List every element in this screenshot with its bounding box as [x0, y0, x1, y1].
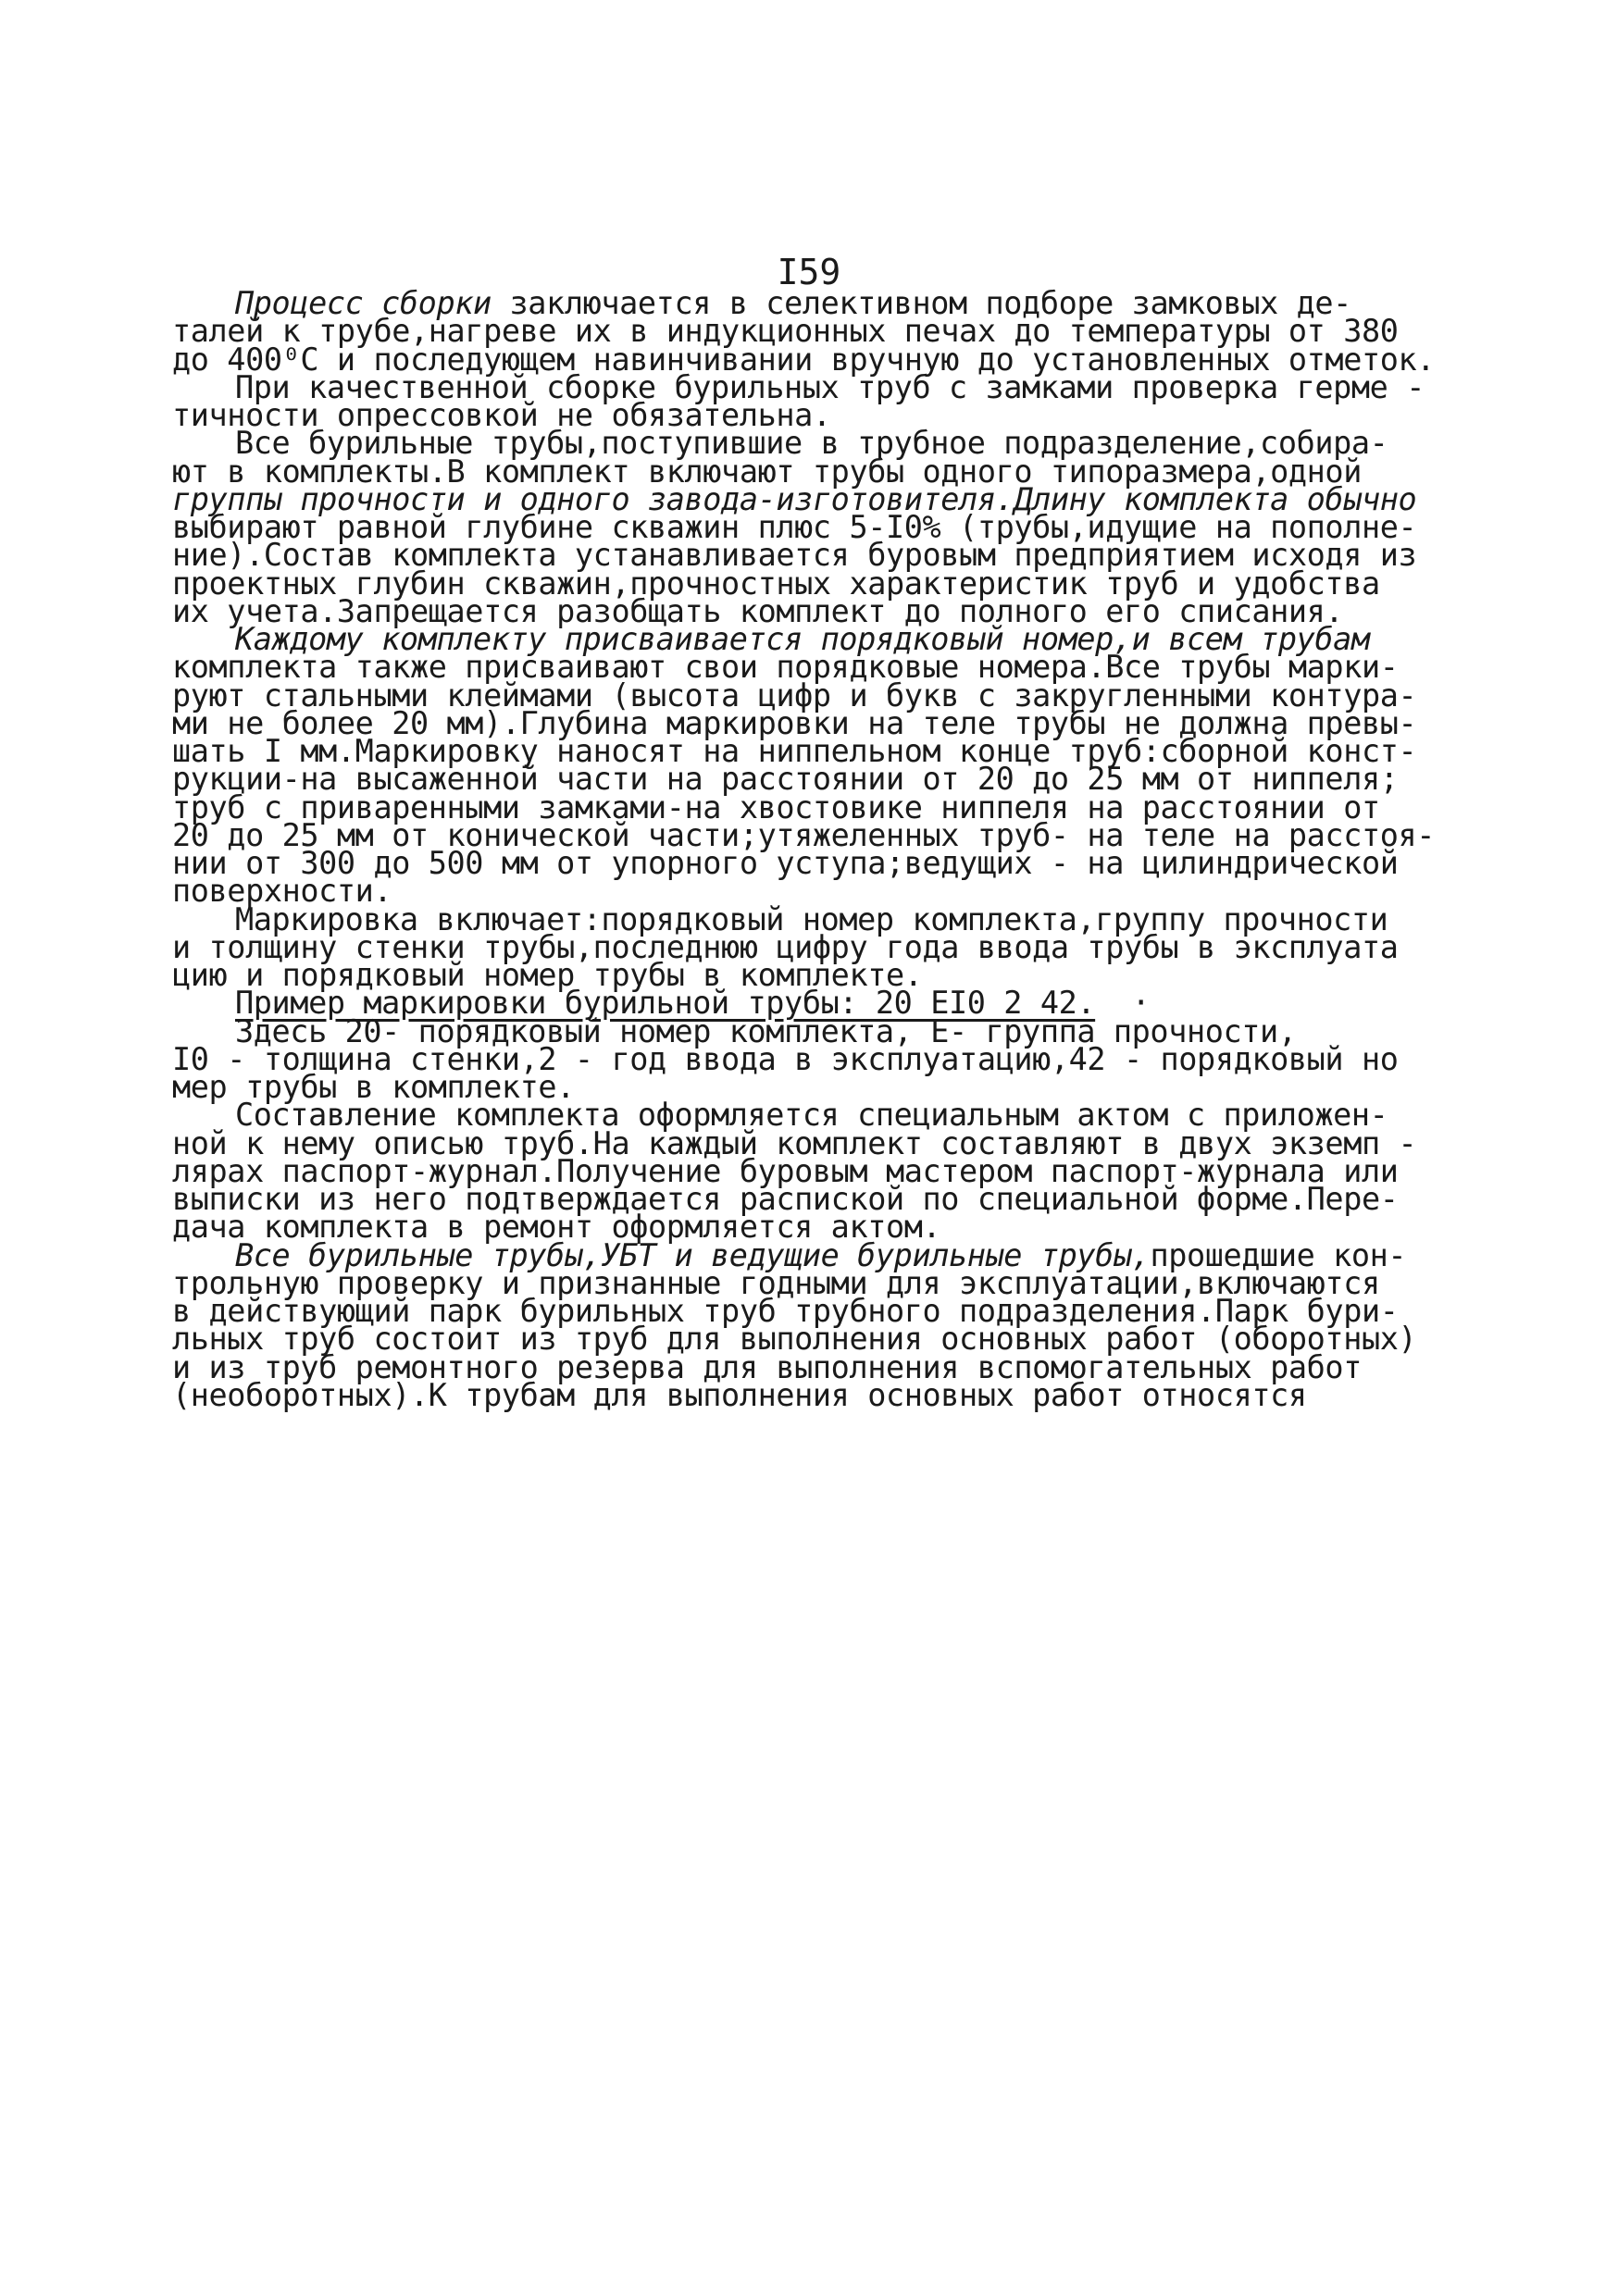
text-segment: ми не более 20 мм).Глубина маркировки на теле трубы не должна превы- — [172, 704, 1417, 741]
text-segment: (необоротных).К трубам для выполнения основных работ относятся — [172, 1376, 1307, 1413]
text-segment: ной к нему описью труб.На каждый комплект составляют в двух экземп - — [172, 1124, 1417, 1161]
text-segment: выписки из него подтверждается распиской по специальной форме.Пере- — [172, 1181, 1399, 1217]
text-segment: Процесс сборки — [235, 285, 492, 321]
text-segment: 20 до 25 мм от конической части;утяжеленных труб- на теле на расстоя- — [172, 816, 1436, 853]
text-segment: цию и порядковый номер трубы в комплекте. — [172, 957, 923, 993]
text-segment: их учета.Запрещается разобщать комплект до полного его списания. — [172, 592, 1344, 629]
text-segment: Все бурильные трубы,УБТ и ведущие бурильные трубы, — [235, 1236, 1151, 1273]
text-segment: прошедшие кон- — [1150, 1236, 1407, 1273]
text-segment: льных труб состоит из труб для выполнения основных работ (оборотных) — [172, 1321, 1417, 1358]
text-segment: и толщину стенки трубы,последнюю цифру года ввода трубы в эксплуата — [172, 928, 1399, 965]
text-segment: комплекта также присваивают свои порядковые номера.Все трубы марки- — [172, 649, 1399, 686]
text-segment: проектных глубин скважин,прочностных характеристик труб и удобства — [172, 565, 1380, 602]
text-segment: трольную проверку и признанные годными для эксплуатации,включаются — [172, 1264, 1380, 1301]
text-segment: ние).Состав комплекта устанавливается буровым предприятием исходя из — [172, 537, 1417, 574]
text-segment: Здесь 20- порядковый номер комплекта, Е- группа прочности, — [235, 1012, 1297, 1049]
text-segment: и из труб ремонтного резерва для выполнения вспомогательных работ — [172, 1348, 1362, 1385]
text-segment: выбирают равной глубине скважин плюс 5-I0% (трубы,идущие на пополне- — [172, 509, 1417, 545]
text-segment: мер трубы в комплекте. — [172, 1069, 575, 1105]
text-segment: ют в комплекты.В комплект включают трубы одного типоразмера,одной — [172, 453, 1362, 490]
text-segment: шать I мм.Маркировку наносят на ниппельном конце труб:сборной конст- — [172, 733, 1417, 769]
text-segment: Составление комплекта оформляется специальным актом с приложен- — [235, 1097, 1388, 1134]
text-segment: заключается в селективном подборе замковых де- — [491, 285, 1351, 321]
text-segment: талей к трубе,нагреве их в индукционных печах до температуры от 380 — [172, 313, 1399, 350]
text-segment: Все бурильные трубы,поступившие в трубное подразделение,собира- — [235, 425, 1388, 462]
page-number: I59 — [777, 252, 841, 292]
text-segment: группы прочности и одного завода-изготовителя.Длину комплекта обычно — [172, 480, 1417, 517]
text-segment: · — [1095, 985, 1151, 1022]
text-segment: Каждому комплекту присваивается порядковый номер,и всем трубам — [235, 621, 1370, 657]
text-segment: При качественной сборке бурильных труб с замками проверка герме - — [235, 368, 1425, 405]
text-segment: нии от 300 до 500 мм от упорного уступа;ведущих - на цилиндрической — [172, 845, 1399, 881]
text-segment: тичности опрессовкой не обязательна. — [172, 397, 831, 433]
text-segment: труб с приваренными замками-на хвостовике ниппеля на расстоянии от — [172, 788, 1380, 825]
text-segment: в действующий парк бурильных труб трубного подразделения.Парк бури- — [172, 1293, 1399, 1329]
text-line — [172, 1377, 1307, 1414]
text-segment: I0 - толщина стенки,2 - год ввода в эксплуатацию,42 - порядковый но — [172, 1040, 1399, 1077]
text-segment: поверхности. — [172, 873, 392, 910]
text-segment: рукции-на высаженной части на расстоянии от 20 до 25 мм от ниппеля; — [172, 761, 1399, 798]
text-segment: Маркировка включает:порядковый номер комплекта,группу прочности — [235, 900, 1388, 937]
text-segment: руют стальными клеймами (высота цифр и букв с закругленными контура- — [172, 676, 1417, 714]
text-segment: дача комплекта в ремонт оформляется актом. — [172, 1209, 941, 1246]
text-segment: Пример маркировки бурильной трубы: 20 ЕI0 2 42. — [235, 985, 1096, 1022]
text-segment: лярах паспорт-журнал.Получение буровым мастером паспорт-журнала или — [172, 1152, 1399, 1189]
text-segment: до 400⁰С и последующем навинчивании вручную до установленных отметок. — [172, 341, 1436, 378]
